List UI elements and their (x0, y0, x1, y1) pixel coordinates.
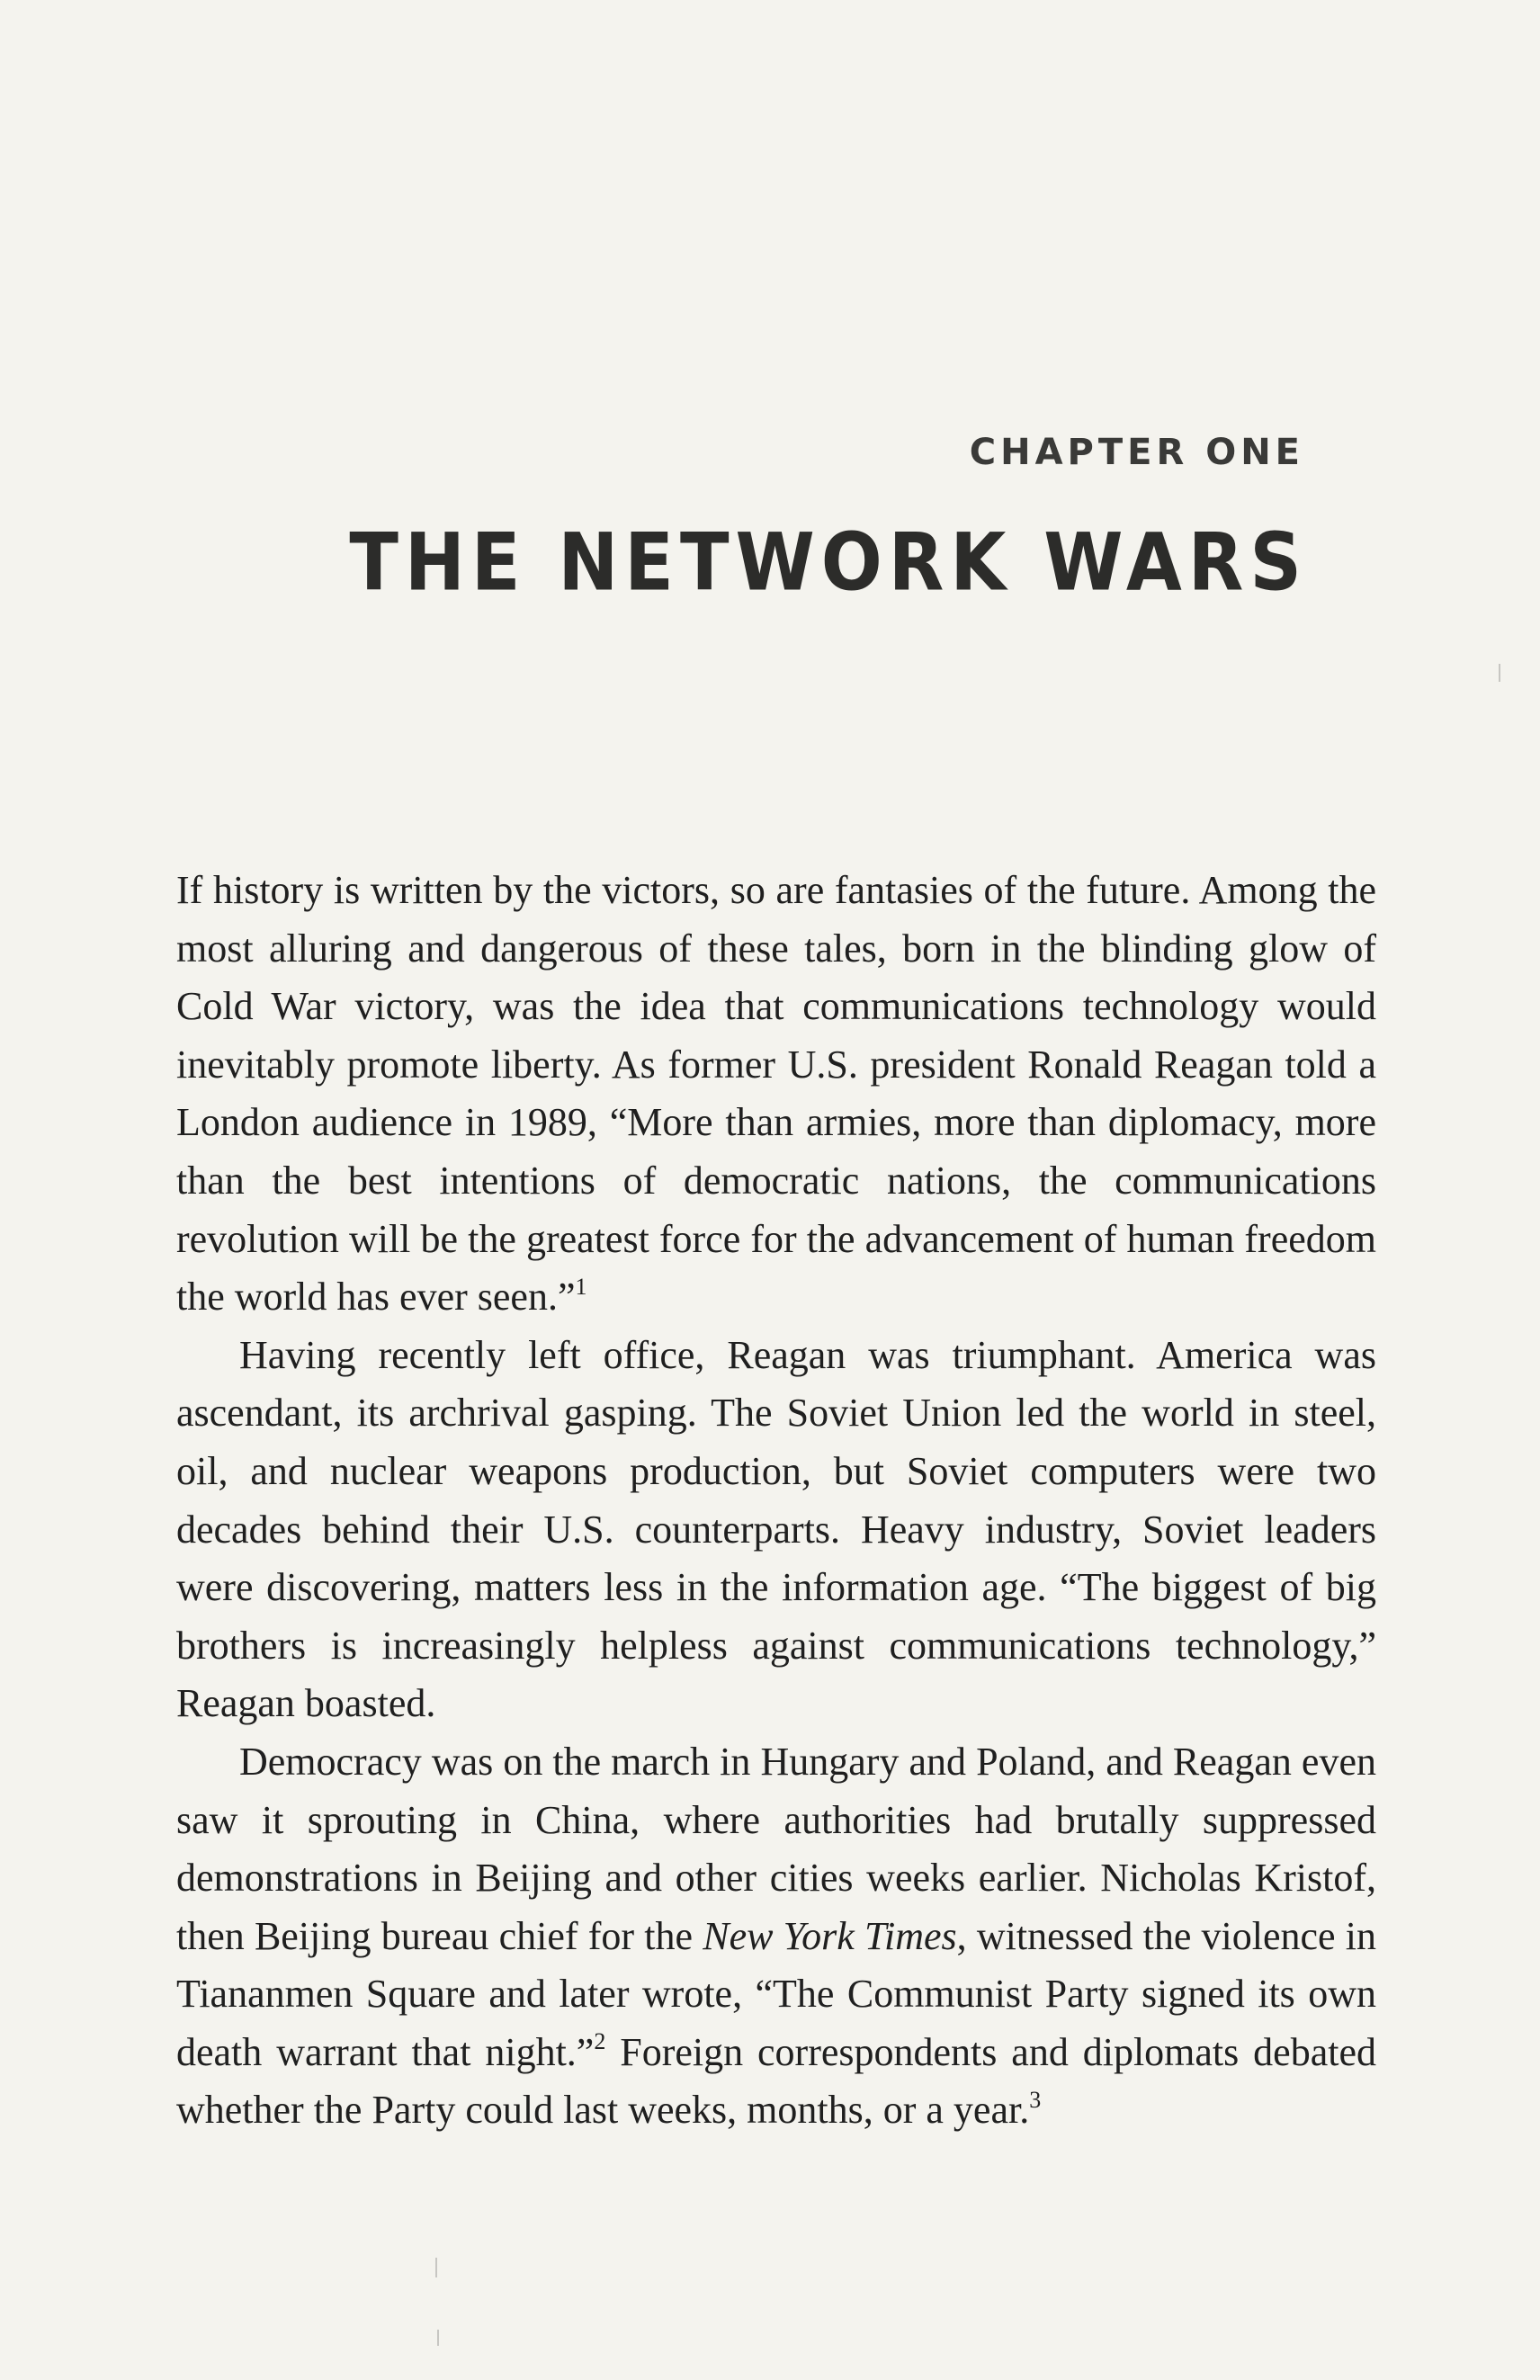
paragraph-text: If history is written by the victors, so are fantasies of the future. Among the most alluring and dangerous of these tales, born in the blinding glow of Cold War victory, was the idea that communications technology would inevitably promote liberty. As former U.S. president Ronald Reagan told a London audience in 1989, “More than armies, more than diplomacy, more than the best intentions of democratic nations, the communications revolution will be the greatest force for the advancement of human freedom the world has ever seen.” (176, 868, 1376, 1320)
paragraph (176, 862, 1376, 1327)
footnote-marker: 2 (594, 2028, 606, 2055)
paragraph (176, 1327, 1376, 1733)
scan-mark (435, 2258, 437, 2277)
paragraph-text: Democracy was on the march in Hungary and Poland, and Reagan even saw it sprouting in China, where authorities had brutally suppressed demonstrations in Beijing and other cities weeks earlier. Nicholas Kristof, then Beijing bureau chief for the (176, 1739, 1376, 1958)
paragraph-text: Foreign correspondents and diplomats debated whether the Party could last weeks, months, or a year. (176, 2029, 1376, 2133)
publication-title: New York Times (703, 1913, 957, 1958)
scan-mark (437, 2330, 439, 2346)
footnote-marker: 3 (1029, 2086, 1042, 2113)
paragraph (176, 1733, 1376, 2140)
paragraph-text: , witnessed the violence in Tiananmen Square and later wrote, “The Communist Party signed its own death warrant that night.” (176, 1913, 1377, 2074)
footnote-marker: 1 (575, 1273, 587, 1300)
body-text (176, 862, 1376, 2140)
paragraph-text: Having recently left office, Reagan was triumphant. America was ascendant, its archrival gasping. The Soviet Union led the world in steel, oil, and nuclear weapons production, but Soviet computers were two decades behind their U.S. counterparts. Heavy industry, Soviet leaders were discovering, matters less in the information age. “The biggest of big brothers is increasingly helpless against communications technology,” Reagan boasted. (176, 1332, 1376, 1726)
chapter-label: CHAPTER ONE (969, 432, 1304, 473)
chapter-title: THE NETWORK WARS (349, 516, 1308, 609)
scan-mark (1499, 664, 1500, 682)
